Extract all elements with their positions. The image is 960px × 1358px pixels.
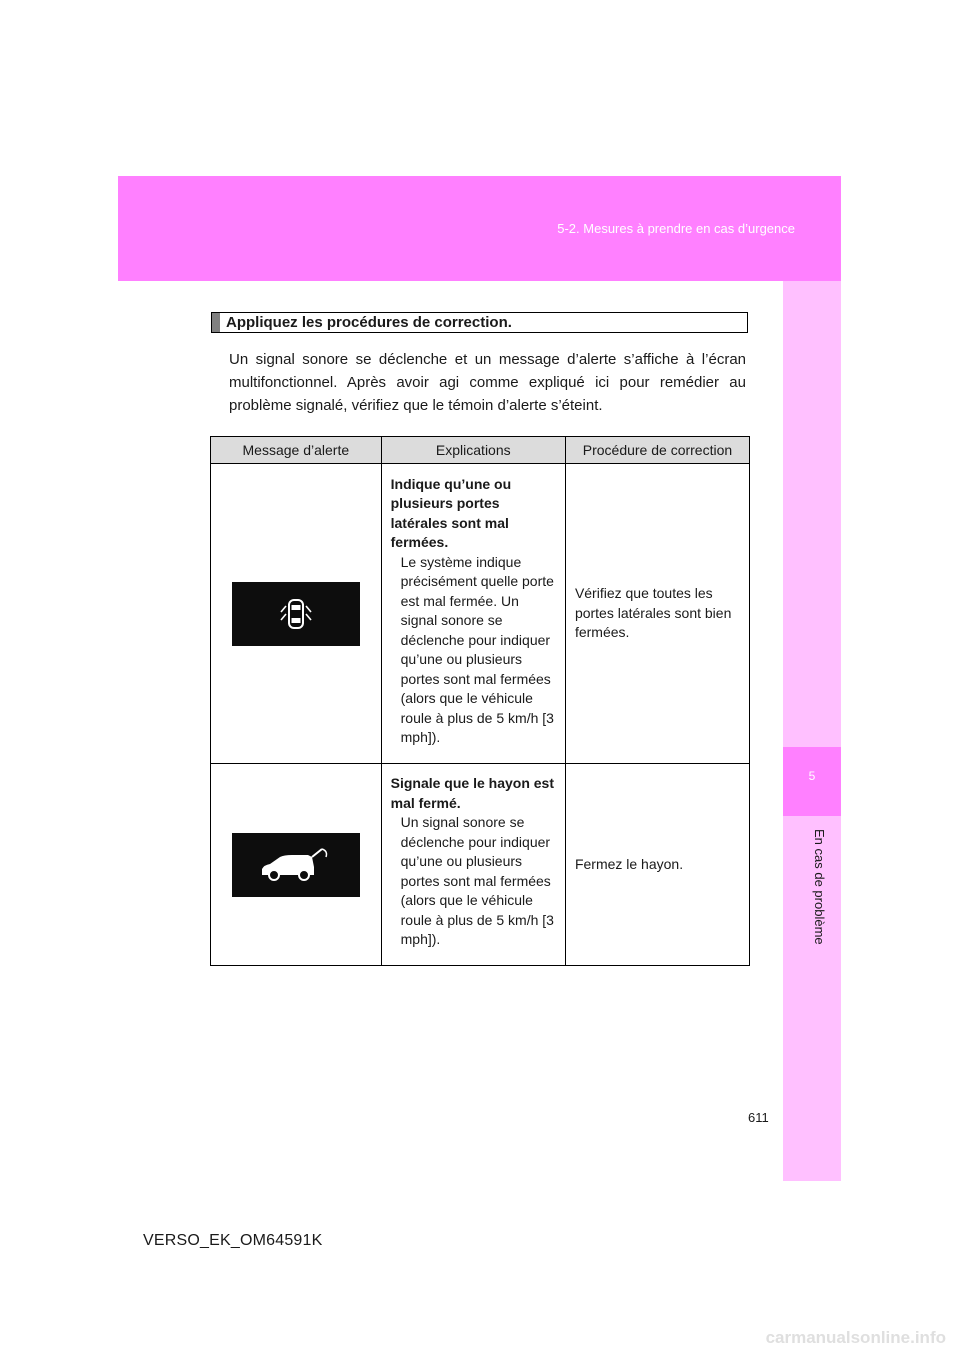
procedure-text: Vérifiez que toutes les portes latérales sont bien fermées. [574, 585, 732, 641]
table-row [211, 764, 750, 966]
message-cell [211, 764, 382, 966]
chapter-marker [783, 747, 841, 816]
page-number: 611 [748, 1110, 769, 1125]
document-code: VERSO_EK_OM64591K [143, 1232, 323, 1249]
table-header-row [211, 437, 750, 464]
explanation-summary: Indique qu’une ou plusieurs portes latérales sont mal fermées. [390, 475, 512, 550]
procedure-text: Fermez le hayon. [574, 855, 684, 872]
heading-marker [212, 313, 220, 332]
explanation-cell [381, 464, 565, 764]
procedure-cell [565, 764, 749, 966]
procedure-cell [565, 464, 749, 764]
section-breadcrumb: 5-2. Mesures à prendre en cas d’urgence [557, 221, 795, 236]
section-heading [211, 312, 748, 333]
column-header-message: Message d’alerte [211, 437, 382, 464]
chapter-number: 5 [808, 769, 816, 783]
door-open-warning-icon [232, 582, 360, 646]
explanation-detail: Un signal sonore se déclenche pour indiquer qu’une ou plusieurs portes sont mal fermées (alors que le véhicule roule à plus de 5 km/h [3 mph]). [400, 814, 554, 948]
chapter-label: En cas de problème [812, 829, 827, 945]
explanation-summary: Signale que le hayon est mal fermé. [390, 775, 555, 811]
table-row [211, 464, 750, 764]
section-heading-text: Appliquez les procédures de correction. [226, 314, 512, 331]
explanation-cell [381, 764, 565, 966]
explanation-detail: Le système indique précisément quelle porte est mal fermée. Un signal sonore se déclenche pour indiquer qu’une ou plusieurs portes sont mal fermées (alors que le véhicule roule à plus de 5 km/h [3 mph]). [400, 553, 554, 745]
column-header-procedure: Procédure de correction [565, 437, 749, 464]
hatch-open-warning-icon [232, 833, 360, 897]
intro-paragraph: Un signal sonore se déclenche et un message d’alerte s’affiche à l’écran multifonctionnel. Après avoir agi comme expliqué ici pour remédier au problème signalé, vérifiez que le témoin d’alerte s’éteint. [229, 351, 746, 414]
header-band [118, 176, 841, 281]
column-header-explanations: Explications [381, 437, 565, 464]
message-cell [211, 464, 382, 764]
warning-message-table [210, 436, 750, 966]
chapter-side-tab [783, 281, 841, 1181]
watermark: carmanualsonline.info [765, 1328, 946, 1347]
